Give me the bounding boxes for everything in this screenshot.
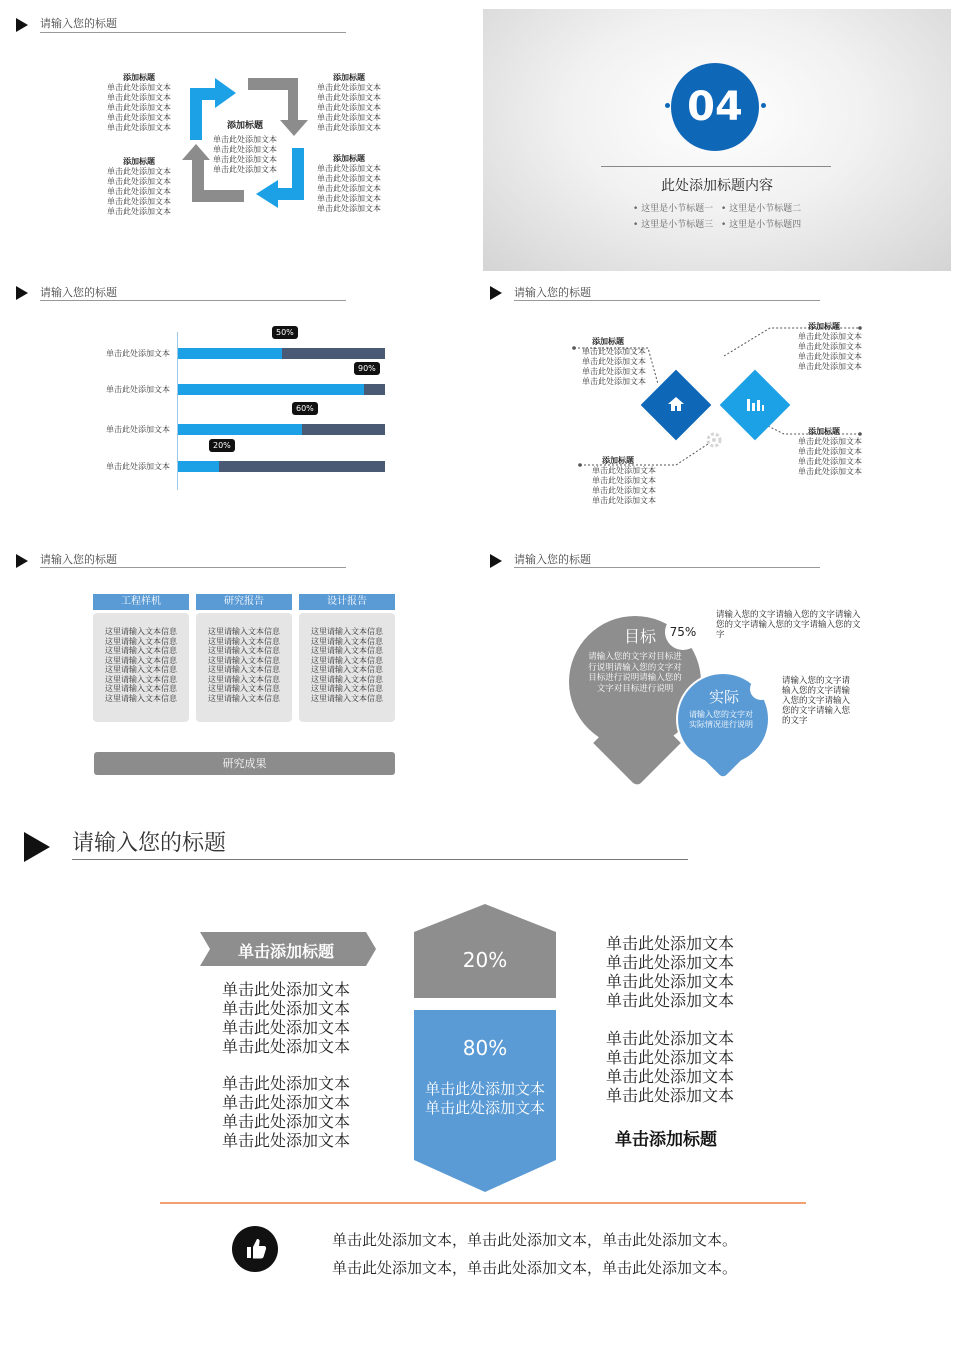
text-line: 单击此处添加文本: [798, 437, 862, 446]
slide-3: [0, 276, 480, 536]
slide-title-marker: [16, 286, 28, 300]
column-body: [299, 613, 395, 722]
title-underline: [514, 567, 820, 568]
slide-7: [0, 800, 960, 1352]
text-line: 单击此处添加文本: [317, 113, 381, 122]
text-line: 这里请输入文本信息: [311, 674, 383, 684]
text-line: 这里请输入文本信息: [208, 636, 280, 646]
right-text-group-2: [606, 1029, 734, 1105]
text-line: 这里请输入文本信息: [311, 646, 383, 655]
text-line: 单击此处添加文本: [213, 155, 277, 164]
text-line: 这里请输入文本信息: [105, 636, 177, 646]
circle-dot-left: [665, 103, 670, 108]
block-heading: 添加标题: [123, 73, 155, 82]
text-line: 单击此处添加文本: [606, 972, 735, 991]
bar-category-label: 单击此处添加文本: [106, 385, 170, 394]
text-line: 这里请输入文本信息: [105, 693, 177, 703]
cycle-center: [212, 118, 278, 175]
cycle-tl-block: [106, 72, 172, 133]
slide-title: 请输入您的标题: [514, 553, 591, 566]
diamond-tr-block: [798, 321, 864, 372]
goal-percent: 75%: [669, 625, 697, 639]
bar-track: [178, 384, 385, 395]
text-line: 单击此处添加文本: [107, 123, 171, 132]
diamond-tl-block: [582, 336, 648, 387]
cycle-bl-block: [106, 156, 172, 217]
text-line: 单击此处添加文本: [606, 1067, 735, 1086]
right-text-2: 请输入您的文字请输入您的文字请输入您的文字请输入您的文字请输入您的文字: [782, 676, 851, 726]
goal-label: 目标: [624, 627, 657, 646]
slide-title: 请输入您的标题: [40, 17, 117, 30]
footer-divider: [160, 1202, 806, 1204]
goal-text: 请输入您的文字对目标进行说明请输入您的文字对目标进行说明请输入您的文字对目标进行说明: [588, 652, 682, 694]
text-line: 单击此处添加文本，单击此处添加文本，单击此处添加文本。: [332, 1231, 738, 1249]
text-line: 单击此处添加文本: [606, 1048, 735, 1067]
text-line: 单击此处添加文本: [222, 1037, 351, 1056]
top-percent: 20%: [462, 948, 508, 972]
cycle-br-block: [316, 153, 382, 214]
subsection-list: [633, 201, 813, 233]
circle-dot-right: [761, 103, 766, 108]
result-bar: 研究成果: [94, 752, 395, 775]
text-line: 单击此处添加文本: [107, 83, 171, 92]
bottom-lines: [414, 1080, 556, 1118]
text-line: 这里请输入文本信息: [105, 655, 177, 665]
actual-label: 实际: [709, 688, 740, 706]
text-line: 单击此处添加文本: [107, 103, 171, 112]
diamond-bl-block: [592, 455, 658, 506]
block-lines: [316, 83, 382, 133]
text-line: 这里请输入文本信息: [105, 665, 177, 674]
bar-fill: [178, 384, 364, 395]
text-line: 单击此处添加文本: [317, 164, 381, 173]
text-line: 这里请输入文本信息: [208, 693, 280, 703]
subsection-text: 这里是小节标题二: [729, 204, 802, 214]
bar-track: [178, 424, 385, 435]
block-lines: [106, 83, 172, 133]
right-heading: 单击添加标题: [615, 1130, 717, 1150]
bar-fill: [178, 461, 219, 472]
text-line: 单击此处添加文本: [317, 103, 381, 112]
text-line: 单击此处添加文本: [606, 1086, 735, 1105]
cycle-center-lines: [212, 135, 278, 175]
block-heading: 添加标题: [123, 157, 155, 166]
gear-icon: [704, 430, 724, 450]
block-heading: 添加标题: [808, 322, 840, 331]
subsection-item: • 这里是小节标题三: [633, 220, 714, 230]
section-divider: [601, 166, 831, 167]
column-header: 研究报告: [196, 594, 292, 610]
text-line: 单击此处添加文本: [107, 177, 171, 186]
text-line: 这里请输入文本信息: [208, 665, 280, 674]
section-heading: 此处添加标题内容: [661, 178, 773, 194]
bar-value-label: 20%: [209, 439, 235, 452]
text-line: 单击此处添加文本: [107, 167, 171, 176]
subsection-text: 这里是小节标题四: [729, 220, 802, 230]
text-line: 这里请输入文本信息: [105, 646, 177, 655]
block-heading: 添加标题: [808, 427, 840, 436]
right-text-1: 请输入您的文字请输入您的文字请输入您的文字请输入您的文字请输入您的文字: [716, 610, 861, 640]
text-line: 这里请输入文本信息: [311, 684, 383, 693]
block-lines: [316, 164, 382, 214]
slide-5: [0, 544, 480, 794]
text-line: 单击此处添加文本: [222, 999, 351, 1018]
text-line: 这里请输入文本信息: [311, 665, 383, 674]
bar-fill: [178, 424, 302, 435]
text-line: 单击此处添加文本: [606, 1029, 735, 1048]
subsection-item: • 这里是小节标题二: [721, 204, 802, 214]
column-body: [196, 613, 292, 722]
block-heading: 添加标题: [333, 73, 365, 82]
slide-title-marker: [16, 554, 28, 568]
column-1: [93, 594, 189, 722]
text-line: 单击此处添加文本: [592, 476, 656, 485]
column-2: [196, 594, 292, 722]
slide-title: 请输入您的标题: [40, 553, 117, 566]
text-line: 单击此处添加文本: [222, 1074, 351, 1093]
bar-category-label: 单击此处添加文本: [106, 462, 170, 471]
text-line: 单击此处添加文本: [222, 1018, 351, 1037]
text-line: 单击此处添加文本: [582, 367, 646, 376]
text-line: 单击此处添加文本: [798, 457, 862, 466]
text-line: 单击此处添加文本: [317, 83, 381, 92]
column-header: 设计报告: [299, 594, 395, 610]
slide-6: [480, 544, 960, 794]
text-line: 这里请输入文本信息: [311, 655, 383, 665]
text-line: 单击此处添加文本: [592, 496, 656, 505]
slide-title: 请输入您的标题: [72, 831, 227, 856]
left-heading: 单击添加标题: [237, 942, 334, 961]
subsection-text: 这里是小节标题一: [641, 204, 714, 214]
actual-percent-circle: [750, 678, 772, 700]
section-number: 04: [687, 84, 743, 130]
text-line: 这里请输入文本信息: [208, 674, 280, 684]
slide-title: 请输入您的标题: [40, 286, 117, 299]
title-underline: [40, 567, 346, 568]
text-line: 单击此处添加文本: [213, 145, 277, 154]
bar-value-label: 50%: [272, 326, 298, 339]
left-text-group-2: [222, 1074, 350, 1150]
home-icon: [666, 394, 686, 414]
text-line: 单击此处添加文本: [317, 194, 381, 203]
actual-text: 请输入您的文字对实际情况进行说明: [689, 710, 753, 729]
text-line: 单击此处添加文本: [222, 1112, 351, 1131]
text-line: 这里请输入文本信息: [311, 636, 383, 646]
cycle-center-heading: 添加标题: [226, 121, 263, 131]
text-line: 单击此处添加文本: [222, 980, 351, 999]
text-line: 单击此处添加文本: [606, 934, 735, 953]
text-line: 单击此处添加文本: [424, 1080, 545, 1098]
column-body: [93, 613, 189, 722]
slide-title-marker: [490, 554, 502, 568]
bar-fill: [178, 348, 282, 359]
text-line: 这里请输入文本信息: [105, 684, 177, 693]
text-line: 这里请输入文本信息: [208, 627, 280, 636]
text-line: 单击此处添加文本: [107, 93, 171, 102]
title-underline: [40, 32, 346, 33]
slide-title: 请输入您的标题: [514, 286, 591, 299]
text-line: 单击此处添加文本，单击此处添加文本，单击此处添加文本。: [332, 1259, 738, 1277]
cycle-tr-block: [316, 72, 382, 133]
left-text-group-1: [222, 980, 350, 1056]
thumbs-up-icon: [232, 1226, 278, 1272]
bottom-percent: 80%: [462, 1036, 508, 1060]
text-line: 单击此处添加文本: [424, 1099, 545, 1117]
text-line: 单击此处添加文本: [798, 332, 862, 341]
text-line: 单击此处添加文本: [317, 174, 381, 183]
slide-title-marker: [24, 832, 50, 862]
bar-value-label: 90%: [354, 362, 380, 375]
text-line: 单击此处添加文本: [798, 342, 862, 351]
text-line: 这里请输入文本信息: [105, 674, 177, 684]
text-line: 单击此处添加文本: [222, 1131, 351, 1150]
diamond-br-block: [798, 426, 864, 477]
text-line: 单击此处添加文本: [798, 352, 862, 361]
text-line: 单击此处添加文本: [107, 187, 171, 196]
bar-value-label: 60%: [292, 402, 318, 415]
block-lines: [592, 466, 658, 506]
text-line: 这里请输入文本信息: [311, 693, 383, 703]
column-3: [299, 594, 395, 722]
block-lines: [582, 347, 648, 387]
text-line: 单击此处添加文本: [592, 466, 656, 475]
text-line: 单击此处添加文本: [606, 991, 735, 1010]
text-line: 单击此处添加文本: [107, 113, 171, 122]
text-line: 单击此处添加文本: [582, 357, 646, 366]
text-line: 单击此处添加文本: [582, 377, 646, 386]
text-line: 这里请输入文本信息: [208, 655, 280, 665]
text-line: 单击此处添加文本: [317, 204, 381, 213]
bar-track: [178, 348, 385, 359]
slide-title-marker: [16, 18, 28, 32]
subsection-item: • 这里是小节标题四: [721, 220, 802, 230]
bar-category-label: 单击此处添加文本: [106, 349, 170, 358]
text-line: 这里请输入文本信息: [105, 627, 177, 636]
title-underline: [40, 300, 346, 301]
text-line: 单击此处添加文本: [582, 347, 646, 356]
goal-percent-circle: [665, 614, 701, 650]
text-line: 单击此处添加文本: [317, 93, 381, 102]
subsection-text: 这里是小节标题三: [641, 220, 714, 230]
text-line: 这里请输入文本信息: [208, 684, 280, 693]
title-underline: [72, 859, 688, 860]
block-heading: 添加标题: [333, 154, 365, 163]
slide-2: [483, 9, 951, 271]
block-lines: [798, 332, 864, 372]
slide-4: [480, 276, 960, 536]
bar-category-label: 单击此处添加文本: [106, 425, 170, 434]
block-lines: [798, 437, 864, 477]
text-line: 单击此处添加文本: [798, 467, 862, 476]
block-heading: 添加标题: [592, 337, 624, 346]
block-lines: [106, 167, 172, 217]
right-text-group-1: [606, 934, 734, 1010]
bar-chart-icon: [745, 394, 765, 414]
text-line: 单击此处添加文本: [222, 1093, 351, 1112]
text-line: 这里请输入文本信息: [311, 627, 383, 636]
column-header: 工程样机: [93, 594, 189, 610]
text-line: 单击此处添加文本: [213, 135, 277, 144]
text-line: 单击此处添加文本: [317, 123, 381, 132]
number-circle: [671, 63, 759, 151]
text-line: 单击此处添加文本: [107, 197, 171, 206]
bar-track: [178, 461, 385, 472]
slide-1: [0, 0, 480, 270]
text-line: 单击此处添加文本: [107, 207, 171, 216]
text-line: 单击此处添加文本: [606, 953, 735, 972]
footer-text: [332, 1226, 737, 1282]
subsection-item: • 这里是小节标题一: [633, 204, 714, 214]
text-line: 单击此处添加文本: [798, 447, 862, 456]
text-line: 单击此处添加文本: [592, 486, 656, 495]
text-line: 单击此处添加文本: [213, 165, 277, 174]
text-line: 这里请输入文本信息: [208, 646, 280, 655]
text-line: 单击此处添加文本: [798, 362, 862, 371]
text-line: 单击此处添加文本: [317, 184, 381, 193]
block-heading: 添加标题: [602, 456, 634, 465]
